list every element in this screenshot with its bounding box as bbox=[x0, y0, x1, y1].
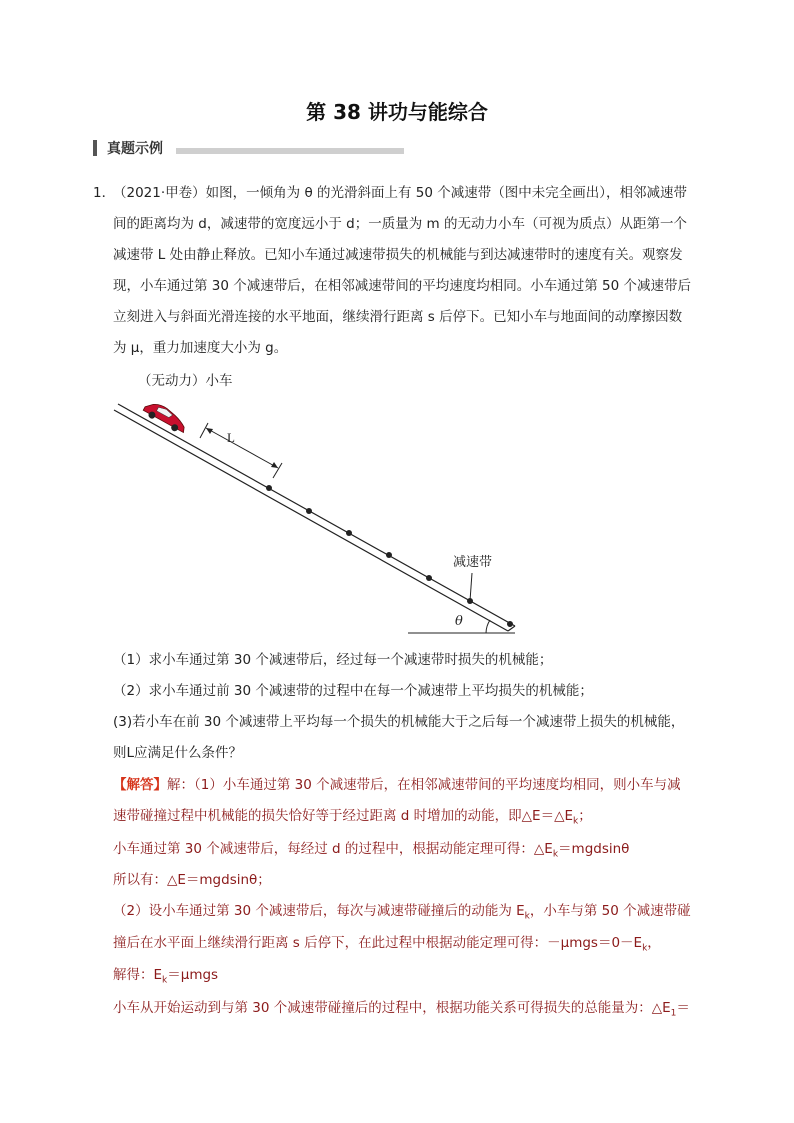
answer-line-6 bbox=[113, 931, 661, 954]
subscript: 1 bbox=[670, 1008, 677, 1019]
answer-text: 撞后在水平面上继续滑行距离 s 后停下，在此过程中根据动能定理可得：－μmgs＝0－E bbox=[113, 935, 643, 951]
answer-text: ，小车与第 50 个减速带碰 bbox=[529, 903, 691, 919]
answer-text: 速带碰撞过程中机械能的损失恰好等于经过距离 d 时增加的动能，即△E＝△E bbox=[113, 808, 573, 824]
section-marker bbox=[93, 140, 97, 156]
speed-bump bbox=[346, 530, 352, 536]
answer-line-2 bbox=[113, 804, 592, 827]
problem-text bbox=[93, 178, 703, 364]
speed-bump bbox=[426, 575, 432, 581]
answer-tag: 【解答】 bbox=[113, 777, 167, 793]
section-rule bbox=[176, 148, 404, 154]
problem-number: 1． bbox=[93, 185, 116, 201]
subscript: k bbox=[524, 911, 530, 922]
speed-bump bbox=[306, 508, 312, 514]
answer-line-3 bbox=[113, 837, 629, 860]
length-label: L bbox=[227, 430, 235, 445]
speed-bump bbox=[386, 552, 392, 558]
incline-figure bbox=[110, 368, 530, 652]
answer-text: 小车通过第 30 个减速带后，每经过 d 的过程中，根据动能定理可得：△E bbox=[113, 841, 553, 857]
answer-line-8 bbox=[113, 996, 690, 1019]
speed-bump bbox=[507, 621, 513, 627]
problem-line: 现，小车通过第 30 个减速带后，在相邻减速带间的平均速度均相同。小车通过第 50 个减速带后 bbox=[113, 278, 692, 294]
problem-line: 间的距离均为 d，减速带的宽度远小于 d；一质量为 m 的无动力小车（可视为质点）从距第一个 bbox=[113, 216, 687, 232]
subscript: k bbox=[642, 943, 648, 954]
answer-line-5 bbox=[113, 899, 691, 922]
section-header bbox=[93, 138, 163, 158]
answer-line-7 bbox=[113, 963, 218, 986]
bump-label: 减速带 bbox=[453, 555, 493, 570]
question-3-cont: 则L应满足什么条件？ bbox=[113, 745, 243, 761]
answer-line-1 bbox=[113, 773, 681, 793]
answer-text: ＝ bbox=[676, 1000, 690, 1016]
problem-line: （2021·甲卷）如图，一倾角为 θ 的光滑斜面上有 50 个减速带（图中未完全画出），相邻减速带 bbox=[113, 185, 687, 201]
answer-text: ； bbox=[578, 808, 592, 824]
answer-line-4: 所以有：△E＝mgdsinθ； bbox=[113, 872, 271, 888]
subscript: k bbox=[552, 849, 559, 860]
question-3: (3)若小车在前 30 个减速带上平均每一个损失的机械能大于之后每一个减速带上损失的机械能， bbox=[113, 714, 685, 730]
answer-text: 小车从开始运动到与第 30 个减速带碰撞后的过程中，根据功能关系可得损失的总能量为：△E bbox=[113, 1000, 671, 1016]
section-label: 真题示例 bbox=[107, 141, 163, 157]
angle-label: θ bbox=[455, 614, 463, 629]
answer-text: ＝mgdsinθ bbox=[558, 841, 630, 857]
problem-line: 为 μ，重力加速度大小为 g。 bbox=[113, 340, 288, 356]
incline-diagram bbox=[110, 368, 530, 648]
problem-line: 立刻进入与斜面光滑连接的水平地面，继续滑行距离 s 后停下。已知小车与地面间的动摩擦因数 bbox=[113, 309, 683, 325]
answer-text: 解得：E bbox=[113, 967, 163, 983]
answer-text: ， bbox=[647, 935, 661, 951]
car-label: （无动力）小车 bbox=[138, 373, 233, 389]
answer-text: 解：（1）小车通过第 30 个减速带后，在相邻减速带间的平均速度均相同，则小车与减 bbox=[167, 777, 681, 793]
subscript: k bbox=[162, 975, 168, 986]
problem-line: 减速带 L 处由静止释放。已知小车通过减速带损失的机械能与到达减速带时的速度有关。观察发 bbox=[113, 247, 683, 263]
answer-text: ＝μmgs bbox=[167, 967, 219, 983]
speed-bump bbox=[266, 485, 272, 491]
question-2: （2）求小车通过前 30 个减速带的过程中在每一个减速带上平均损失的机械能； bbox=[113, 683, 593, 699]
subscript: k bbox=[572, 816, 579, 827]
page-title: 第 38 讲功与能综合 bbox=[306, 100, 488, 124]
question-1: （1）求小车通过第 30 个减速带后，经过每一个减速带时损失的机械能； bbox=[113, 652, 553, 668]
answer-text: （2）设小车通过第 30 个减速带后，每次与减速带碰撞后的动能为 E bbox=[113, 903, 525, 919]
